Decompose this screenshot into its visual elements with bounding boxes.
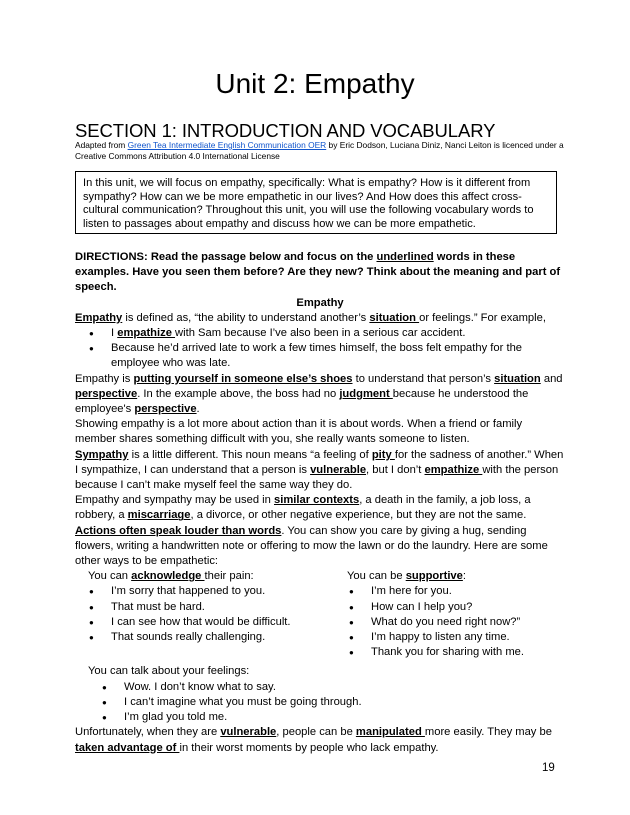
list-item: ● That must be hard.	[111, 600, 347, 615]
text: . In the example above, the boss had no	[137, 387, 340, 400]
vocab-word: Sympathy	[75, 448, 129, 461]
vocab-word: judgment	[339, 387, 393, 400]
paragraph-5	[75, 493, 565, 523]
directions-text-2: words in these examples. Have you seen them before? Are they new? Think about the meaning and part of speech.	[75, 251, 561, 294]
text: is defined as, “the ability to understand another’s	[122, 311, 370, 324]
list-item: ● I can’t imagine what you must be going through.	[124, 695, 565, 710]
vocab-word: empathize	[424, 463, 483, 476]
text: with Sam because I’ve also been in a serious car accident.	[175, 327, 466, 340]
column-heading	[347, 569, 565, 584]
text: in their worst moments by people who lack empathy.	[179, 741, 439, 754]
column-heading	[88, 569, 347, 584]
list-item: ● I can see how that would be difficult.	[111, 615, 347, 630]
text: with the person because I can’t make myself feel the same way they do.	[75, 463, 559, 492]
supportive-list	[347, 584, 565, 660]
text: :	[462, 570, 466, 583]
attribution	[75, 140, 565, 162]
list-item: ● I’m sorry that happened to you.	[111, 584, 347, 599]
text: for the sadness of another.” When I sympathize, I can understand that a person is	[75, 448, 564, 476]
directions-underlined: underlined	[376, 251, 434, 263]
source-link[interactable]: Green Tea Intermediate English Communication OER	[127, 140, 327, 150]
list-item	[111, 341, 565, 371]
vocab-word: situation	[494, 372, 541, 385]
text: Unfortunately, when they are	[75, 726, 221, 739]
paragraph-3: Showing empathy is a lot more about action than it is about words. When a friend or family member shares something difficult with you, she really wants someone to listen.	[75, 418, 523, 446]
text: or feelings.” For example,	[419, 311, 546, 324]
page-title: Unit 2: Empathy	[215, 68, 415, 99]
acknowledge-list	[88, 584, 347, 645]
passage-title: Empathy	[296, 296, 344, 309]
text: , a death in the family, a job loss, a robbery, a	[75, 494, 531, 522]
vocab-word: perspective	[134, 403, 197, 416]
text: , people can be	[276, 726, 356, 739]
list-item: ● What do you need right now?”	[371, 615, 565, 630]
list-item	[111, 326, 565, 341]
feelings-list	[75, 680, 565, 726]
vocab-word: supportive	[405, 570, 463, 583]
text: Empathy and sympathy may be used in	[75, 494, 274, 507]
list-item: ● Thank you for sharing with me.	[371, 645, 565, 660]
text: Because he’d arrived late to work a few times himself, the boss felt empathy for the employee who was late.	[111, 342, 523, 370]
vocab-word: empathize	[117, 327, 176, 340]
list-item: ● Wow. I don’t know what to say.	[124, 680, 565, 695]
vocab-word: taken advantage of	[75, 741, 180, 754]
list-item: ● I’m here for you.	[371, 584, 565, 599]
attribution-suffix: by Eric Dodson, Luciana Diniz, Nanci Leiton is licenced under a Creative Commons Attribution 4.0 International License	[75, 140, 564, 161]
directions-text: DIRECTIONS: Read the passage below and focus on the	[75, 251, 377, 263]
text: . You can show you care by giving a hug, sending flowers, writing a handwritten note or offering to mow the lawn or do the laundry. Here are some other ways to be empathetic:	[75, 524, 548, 568]
feelings-heading: You can talk about your feelings:	[88, 665, 250, 678]
paragraph-4	[75, 448, 565, 494]
attribution-prefix: Adapted from	[75, 140, 128, 150]
two-column-lists	[75, 569, 565, 660]
text: You can	[88, 570, 132, 583]
text: their pain:	[204, 570, 254, 583]
paragraph-7	[75, 725, 565, 755]
vocab-word: putting yourself in someone else’s shoes	[133, 372, 353, 385]
text: because he understood the employee's	[75, 387, 529, 416]
text: I	[111, 327, 118, 340]
text: more easily. They may be	[424, 726, 552, 739]
list-item: ● How can I help you?	[371, 600, 565, 615]
text: You can be	[347, 570, 406, 583]
text: to understand that person’s	[352, 372, 495, 385]
directions	[75, 250, 565, 296]
text: , a divorce, or other negative experience, but they are not the same.	[190, 509, 527, 522]
text: , but I don’t	[366, 463, 425, 476]
paragraph-2	[75, 372, 565, 418]
passage-body	[75, 250, 565, 756]
text: is a little different. This noun means “a feeling of	[128, 448, 372, 461]
vocab-word: pity	[371, 448, 395, 461]
vocab-word: manipulated	[355, 726, 425, 739]
vocab-word: Empathy	[75, 311, 123, 324]
list-item: ● I’m glad you told me.	[124, 710, 565, 725]
list-item: ● I’m happy to listen any time.	[371, 630, 565, 645]
page-number: 19	[542, 762, 555, 774]
vocab-word: vulnerable	[220, 726, 277, 739]
vocab-word: Actions often speak louder than words	[75, 524, 282, 537]
vocab-word: miscarriage	[127, 509, 191, 522]
list-item: ● That sounds really challenging.	[111, 630, 347, 645]
intro-box: In this unit, we will focus on empathy, specifically: What is empathy? How is it different from sympathy? How can we be more empathetic in our lives? And How does this affect cross-cultural communication? Throughout this unit, you will use the following vocabulary words to listen to passages about empathy and discuss how we can be more empathetic.	[75, 171, 557, 234]
text: .	[196, 403, 200, 416]
vocab-word: situation	[369, 311, 420, 324]
acknowledge-column	[75, 569, 347, 660]
supportive-column	[347, 569, 565, 660]
section-heading: SECTION 1: INTRODUCTION AND VOCABULARY	[75, 120, 496, 141]
paragraph-6	[75, 524, 565, 570]
vocab-word: acknowledge	[131, 570, 205, 583]
vocab-word: similar contexts	[274, 494, 360, 507]
text: and	[540, 372, 563, 385]
vocab-word: perspective	[75, 387, 138, 400]
paragraph-1	[75, 311, 565, 326]
text: Empathy is	[75, 372, 134, 385]
vocab-word: vulnerable	[310, 463, 367, 476]
example-list	[75, 326, 565, 372]
